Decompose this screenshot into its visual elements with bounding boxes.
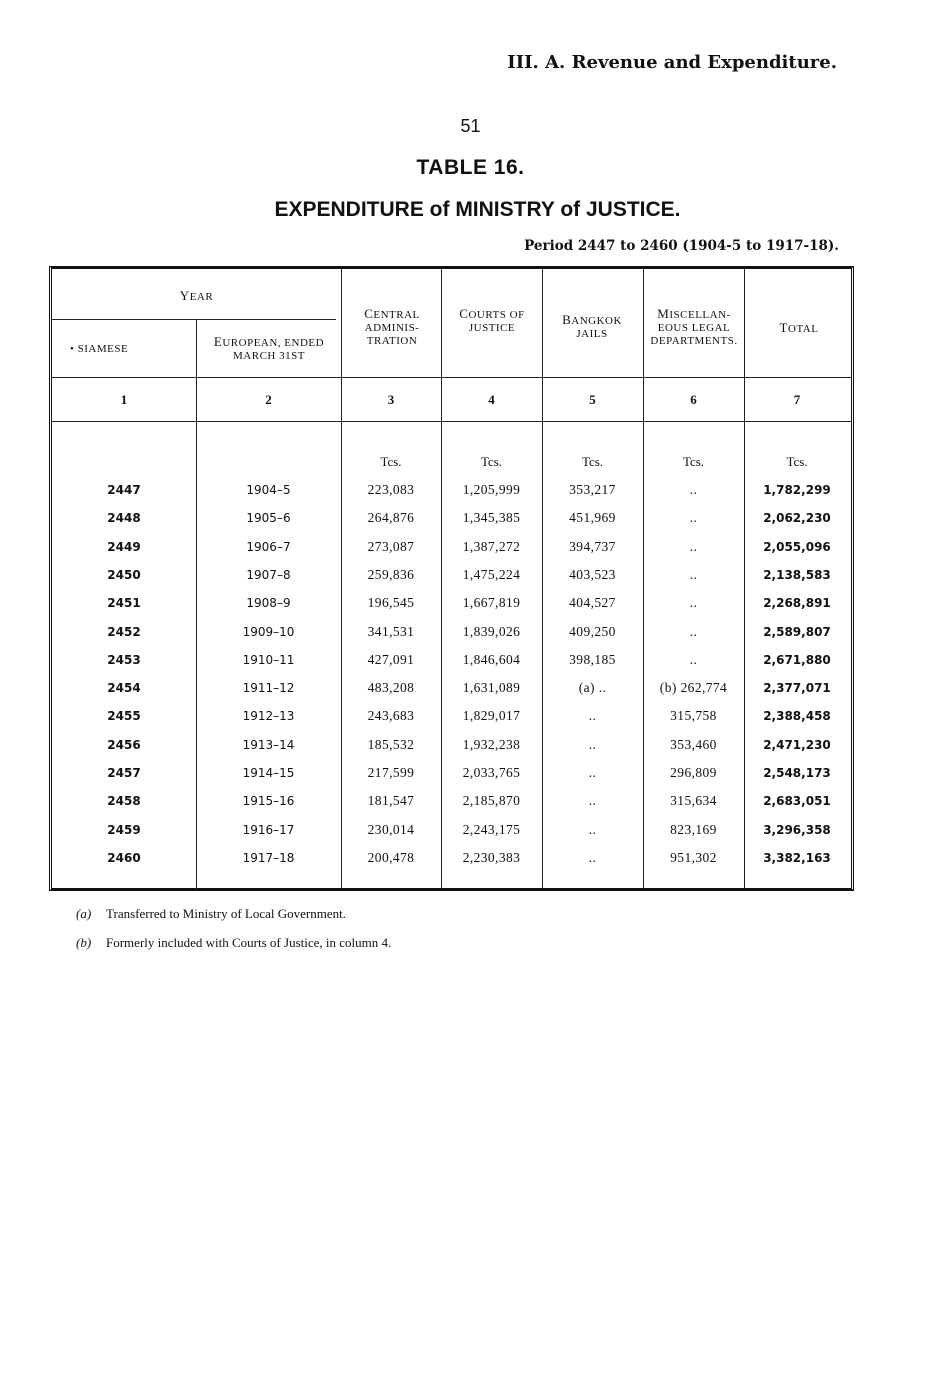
cell-total: 1,782,299 xyxy=(763,483,831,497)
cell-courts: 1,839,026 xyxy=(462,623,521,639)
cell-bangkok: (a) .. xyxy=(578,680,607,696)
column-number: 7 xyxy=(793,392,801,407)
cell-total: 2,548,173 xyxy=(763,766,831,780)
cell-siamese: 2455 xyxy=(107,709,141,724)
cell-misc: .. xyxy=(689,623,698,639)
central-header: CENTRAL ADMINIS- TRATION xyxy=(364,306,420,347)
table-row xyxy=(52,764,851,792)
cell-european: 1912–13 xyxy=(242,709,295,724)
cell-central: 200,478 xyxy=(367,849,415,865)
cell-siamese: 2460 xyxy=(107,850,141,865)
cell-central: 259,836 xyxy=(367,566,415,582)
cell-european: 1907–8 xyxy=(246,567,291,582)
section-heading: III. A. Revenue and Expenditure. xyxy=(507,52,837,73)
footnote-a: (a) Transferred to Ministry of Local Government. xyxy=(76,906,346,921)
table-row xyxy=(52,849,851,877)
page-number: 51 xyxy=(460,116,481,136)
siamese-header: • SIAMESE xyxy=(70,343,129,355)
cell-total: 3,296,358 xyxy=(763,822,831,837)
cell-total: 2,471,230 xyxy=(763,737,831,752)
cell-bangkok: 404,527 xyxy=(569,595,616,611)
table-row xyxy=(52,821,851,849)
table-row xyxy=(52,792,851,820)
cell-european: 1911–12 xyxy=(242,681,295,696)
cell-central: 341,531 xyxy=(367,623,415,639)
footnote-b: (b) Formerly included with Courts of Justice, in column 4. xyxy=(76,935,392,950)
cell-total: 2,589,807 xyxy=(763,624,831,639)
cell-central: 181,547 xyxy=(367,793,415,809)
cell-total: 2,055,096 xyxy=(763,539,831,554)
cell-european: 1916–17 xyxy=(242,822,295,837)
cell-courts: 1,846,604 xyxy=(462,651,521,667)
column-number: 5 xyxy=(589,392,596,407)
cell-central: 185,532 xyxy=(367,736,415,752)
table-number: TABLE 16. xyxy=(416,156,525,179)
cell-siamese: 2447 xyxy=(107,483,141,497)
unit-label: Tcs. xyxy=(480,454,503,469)
unit-label: Tcs. xyxy=(380,454,402,469)
cell-misc: 823,169 xyxy=(670,821,717,837)
european-header: EUROPEAN, ENDED MARCH 31ST xyxy=(213,334,325,362)
cell-total: 2,062,230 xyxy=(763,511,831,526)
cell-bangkok: .. xyxy=(588,765,597,780)
cell-courts: 2,185,870 xyxy=(462,793,521,809)
courts-header: COURTS OF JUSTICE xyxy=(459,306,525,334)
cell-total: 2,138,583 xyxy=(763,567,831,582)
cell-bangkok: .. xyxy=(588,849,597,865)
cell-bangkok: 353,217 xyxy=(569,482,616,497)
cell-central: 483,208 xyxy=(367,680,415,696)
cell-courts: 1,631,089 xyxy=(462,680,521,696)
cell-courts: 1,345,385 xyxy=(462,510,521,526)
cell-european: 1904–5 xyxy=(246,483,291,497)
cell-siamese: 2449 xyxy=(107,539,141,554)
cell-siamese: 2459 xyxy=(107,822,141,837)
cell-misc: 315,634 xyxy=(670,793,717,809)
misc-header: MISCELLAN- EOUS LEGAL DEPARTMENTS. xyxy=(650,306,738,347)
cell-courts: 1,475,224 xyxy=(462,566,521,582)
table-row xyxy=(52,679,851,707)
cell-european: 1914–15 xyxy=(242,766,295,780)
table-title: EXPENDITURE of MINISTRY of JUSTICE. xyxy=(274,198,681,221)
cell-misc: .. xyxy=(689,510,698,526)
cell-misc: 353,460 xyxy=(670,736,717,752)
expenditure-table xyxy=(49,266,854,891)
cell-central: 427,091 xyxy=(367,651,415,667)
cell-european: 1905–6 xyxy=(246,511,291,526)
cell-bangkok: .. xyxy=(588,821,597,837)
table-row xyxy=(52,594,851,622)
cell-total: 2,671,880 xyxy=(763,652,831,667)
cell-misc: .. xyxy=(689,651,698,667)
cell-central: 230,014 xyxy=(367,821,415,837)
cell-bangkok: .. xyxy=(588,793,597,809)
cell-total: 2,683,051 xyxy=(763,794,831,809)
cell-misc: .. xyxy=(689,595,698,611)
table-row xyxy=(52,707,851,735)
cell-siamese: 2454 xyxy=(107,681,141,696)
table-row xyxy=(52,651,851,679)
header-rule xyxy=(52,377,851,378)
cell-courts: 1,205,999 xyxy=(462,482,521,497)
cell-courts: 2,230,383 xyxy=(462,849,521,865)
cell-misc: .. xyxy=(689,482,698,497)
cell-siamese: 2453 xyxy=(107,652,141,667)
cell-misc: .. xyxy=(689,538,698,554)
cell-siamese: 2450 xyxy=(107,567,141,582)
cell-misc: 315,758 xyxy=(670,708,717,724)
cell-courts: 1,667,819 xyxy=(462,595,521,611)
cell-courts: 1,829,017 xyxy=(462,708,521,724)
cell-total: 3,382,163 xyxy=(763,850,831,865)
cell-european: 1917–18 xyxy=(242,850,295,865)
cell-courts: 2,243,175 xyxy=(462,821,521,837)
cell-misc: (b) 262,774 xyxy=(659,680,728,696)
unit-label: Tcs. xyxy=(786,454,808,469)
cell-siamese: 2452 xyxy=(107,624,141,639)
cell-total: 2,268,891 xyxy=(763,596,831,611)
cell-siamese: 2448 xyxy=(107,511,141,526)
cell-european: 1909–10 xyxy=(242,624,295,639)
cell-misc: 951,302 xyxy=(670,849,717,865)
cell-total: 2,388,458 xyxy=(763,709,831,724)
year-header: YEAR xyxy=(179,288,214,303)
cell-central: 196,545 xyxy=(367,595,415,611)
cell-bangkok: .. xyxy=(588,736,597,752)
cell-bangkok: 394,737 xyxy=(569,538,616,554)
bullet-icon: • xyxy=(70,343,78,355)
header-rule xyxy=(52,319,336,320)
cell-central: 273,087 xyxy=(367,538,415,554)
period-label: Period 2447 to 2460 (1904-5 to 1917-18). xyxy=(524,238,839,254)
header-rule xyxy=(52,421,851,422)
table-row xyxy=(52,538,851,566)
column-number: 3 xyxy=(387,392,395,407)
unit-label: Tcs. xyxy=(581,454,604,469)
column-number: 2 xyxy=(265,392,272,407)
cell-european: 1910–11 xyxy=(242,652,295,667)
cell-bangkok: 398,185 xyxy=(569,651,616,667)
cell-misc: .. xyxy=(689,566,698,582)
cell-bangkok: 403,523 xyxy=(569,566,616,582)
cell-central: 243,683 xyxy=(367,708,415,724)
table-row xyxy=(52,736,851,764)
cell-central: 223,083 xyxy=(367,482,415,497)
table-row xyxy=(52,481,851,509)
cell-courts: 2,033,765 xyxy=(462,765,521,780)
cell-total: 2,377,071 xyxy=(763,681,831,696)
cell-european: 1908–9 xyxy=(246,596,291,611)
cell-siamese: 2451 xyxy=(107,596,141,611)
cell-central: 264,876 xyxy=(367,510,415,526)
column-number: 4 xyxy=(488,392,495,407)
cell-central: 217,599 xyxy=(367,765,415,780)
column-number: 1 xyxy=(120,392,128,407)
table-row xyxy=(52,566,851,594)
cell-bangkok: 409,250 xyxy=(569,623,616,639)
cell-european: 1906–7 xyxy=(246,539,291,554)
bangkok-header: BANGKOK JAILS xyxy=(562,312,622,340)
unit-label: Tcs. xyxy=(682,454,705,469)
column-number: 6 xyxy=(690,392,697,407)
cell-bangkok: .. xyxy=(588,708,597,724)
cell-european: 1915–16 xyxy=(242,794,295,809)
cell-bangkok: 451,969 xyxy=(569,510,616,526)
cell-siamese: 2456 xyxy=(107,737,141,752)
cell-siamese: 2457 xyxy=(107,766,141,780)
cell-courts: 1,387,272 xyxy=(462,538,521,554)
total-header: TOTAL xyxy=(779,320,819,335)
cell-misc: 296,809 xyxy=(670,765,717,780)
cell-european: 1913–14 xyxy=(242,737,295,752)
cell-courts: 1,932,238 xyxy=(462,736,521,752)
cell-siamese: 2458 xyxy=(107,794,141,809)
table-row xyxy=(52,623,851,651)
table-row xyxy=(52,509,851,537)
